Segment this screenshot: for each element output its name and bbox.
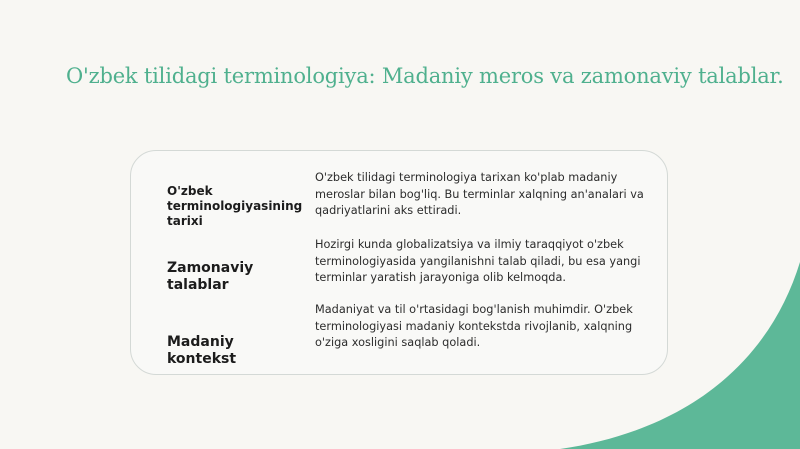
row-text-cultural-context: Madaniyat va til o'rtasidagi bog'lanish muhimdir. O'zbek terminologiyasi madaniy kontekstda rivojlanib, xalqning o'ziga xosligini saqlab qoladi. (315, 303, 633, 349)
row-label-history: O'zbek terminologiyasining tarixi (167, 184, 303, 228)
row-label-cultural-context: Madaniy kontekst (167, 334, 237, 367)
row-text-history: O'zbek tilidagi terminologiya tarixan ko'plab madaniy meroslar bilan bog'liq. Bu terminlar xalqning an'analari va qadriyatlarini aks ettiradi. (315, 171, 644, 217)
row-label-modern-requirements: Zamonaviy talablar (167, 260, 254, 293)
row-text-modern-requirements: Hozirgi kunda globalizatsiya va ilmiy taraqqiyot o'zbek terminologiyasida yangilanishni talab qiladi, bu esa yangi terminlar yaratish jarayoniga olib kelmoqda. (315, 238, 641, 284)
slide-title: O'zbek tilidagi terminologiya: Madaniy meros va zamonaviy talablar. (66, 64, 784, 88)
content-card (130, 150, 668, 375)
